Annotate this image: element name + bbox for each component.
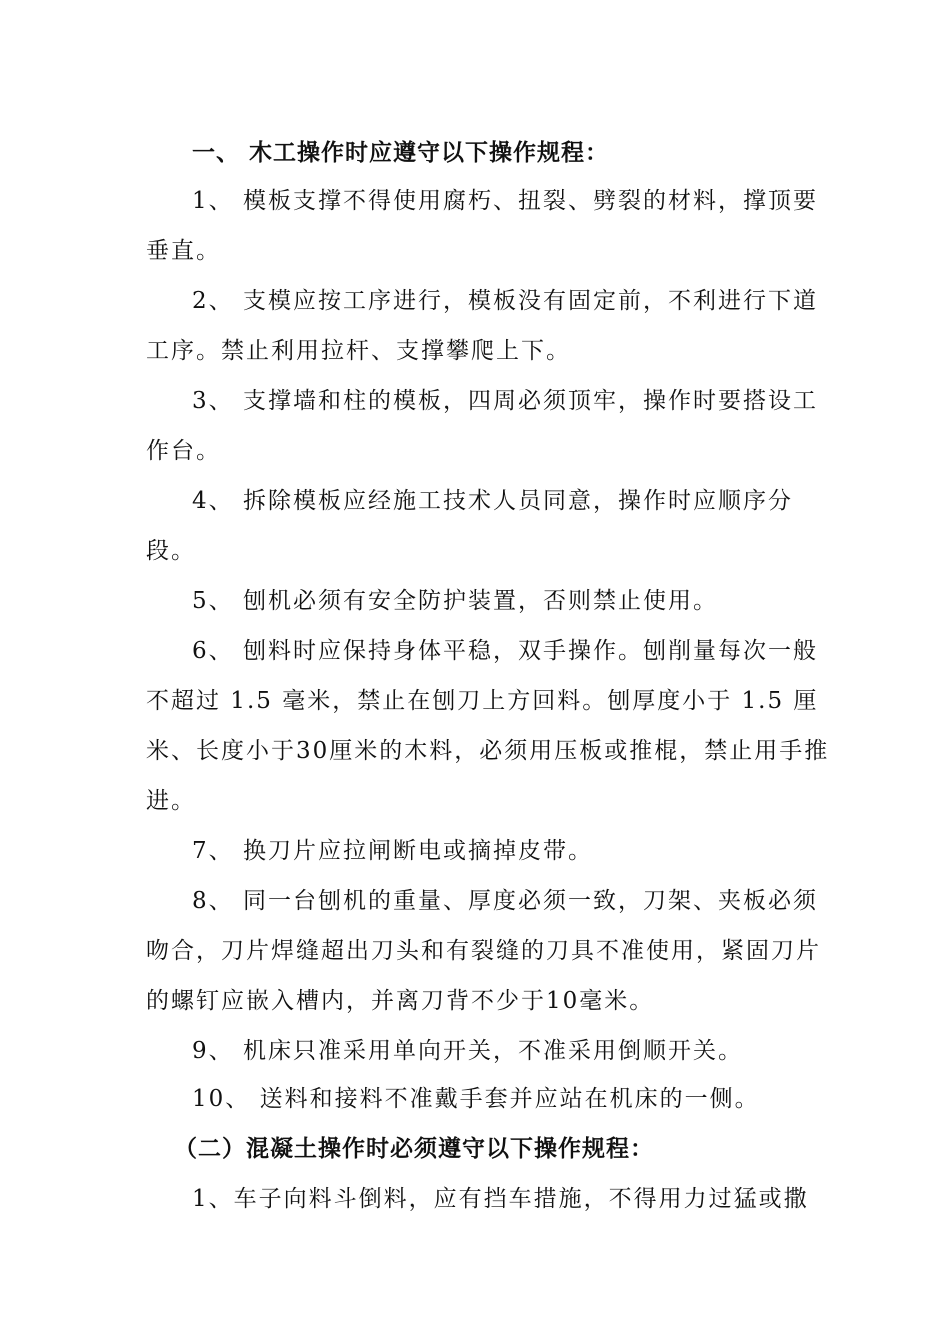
item-5-line-1: 5、 刨机必须有安全防护装置，否则禁止使用。 bbox=[192, 588, 718, 614]
item-4-line-2: 段。 bbox=[146, 538, 196, 564]
item-8-line-1: 8、 同一台刨机的重量、厚度必须一致，刀架、夹板必须 bbox=[192, 888, 818, 914]
item-8-line-3: 的螺钉应嵌入槽内，并离刀背不少于10毫米。 bbox=[146, 988, 655, 1014]
item-6-line-3: 米、长度小于30厘米的木料，必须用压板或推棍，禁止用手推 bbox=[146, 738, 830, 764]
item-3-line-1: 3、 支撑墙和柱的模板，四周必须顶牢，操作时要搭设工 bbox=[192, 388, 818, 414]
item-1-line-1: 1、 模板支撑不得使用腐朽、扭裂、劈裂的材料，撑顶要 bbox=[192, 188, 818, 214]
item-9-line-1: 9、 机床只准采用单向开关，不准采用倒顺开关。 bbox=[192, 1038, 743, 1064]
item-1-line-2: 垂直。 bbox=[146, 238, 221, 264]
item-8-line-2: 吻合，刀片焊缝超出刀头和有裂缝的刀具不准使用，紧固刀片 bbox=[146, 938, 821, 964]
item-6-line-1: 6、 刨料时应保持身体平稳，双手操作。刨削量每次一般 bbox=[192, 638, 818, 664]
section-1-heading: 一、 木工操作时应遵守以下操作规程： bbox=[192, 139, 610, 166]
section-2-heading: （二）混凝土操作时必须遵守以下操作规程： bbox=[174, 1135, 654, 1162]
item-2-line-2: 工序。禁止利用拉杆、支撑攀爬上下。 bbox=[146, 338, 571, 364]
item-6-line-2: 不超过 1.5 毫米，禁止在刨刀上方回料。刨厚度小于 1.5 厘 bbox=[146, 688, 819, 714]
item-4-line-1: 4、 拆除模板应经施工技术人员同意，操作时应顺序分 bbox=[192, 488, 793, 514]
item-3-line-2: 作台。 bbox=[146, 438, 221, 464]
item-2-line-1: 2、 支模应按工序进行，模板没有固定前，不利进行下道 bbox=[192, 288, 818, 314]
item-10-line-1: 10、 送料和接料不准戴手套并应站在机床的一侧。 bbox=[192, 1086, 760, 1112]
item-6-line-4: 进。 bbox=[146, 788, 196, 814]
section-2-item-1-line-1: 1、车子向料斗倒料，应有挡车措施，不得用力过猛或撒 bbox=[192, 1186, 809, 1212]
item-7-line-1: 7、 换刀片应拉闸断电或摘掉皮带。 bbox=[192, 838, 593, 864]
